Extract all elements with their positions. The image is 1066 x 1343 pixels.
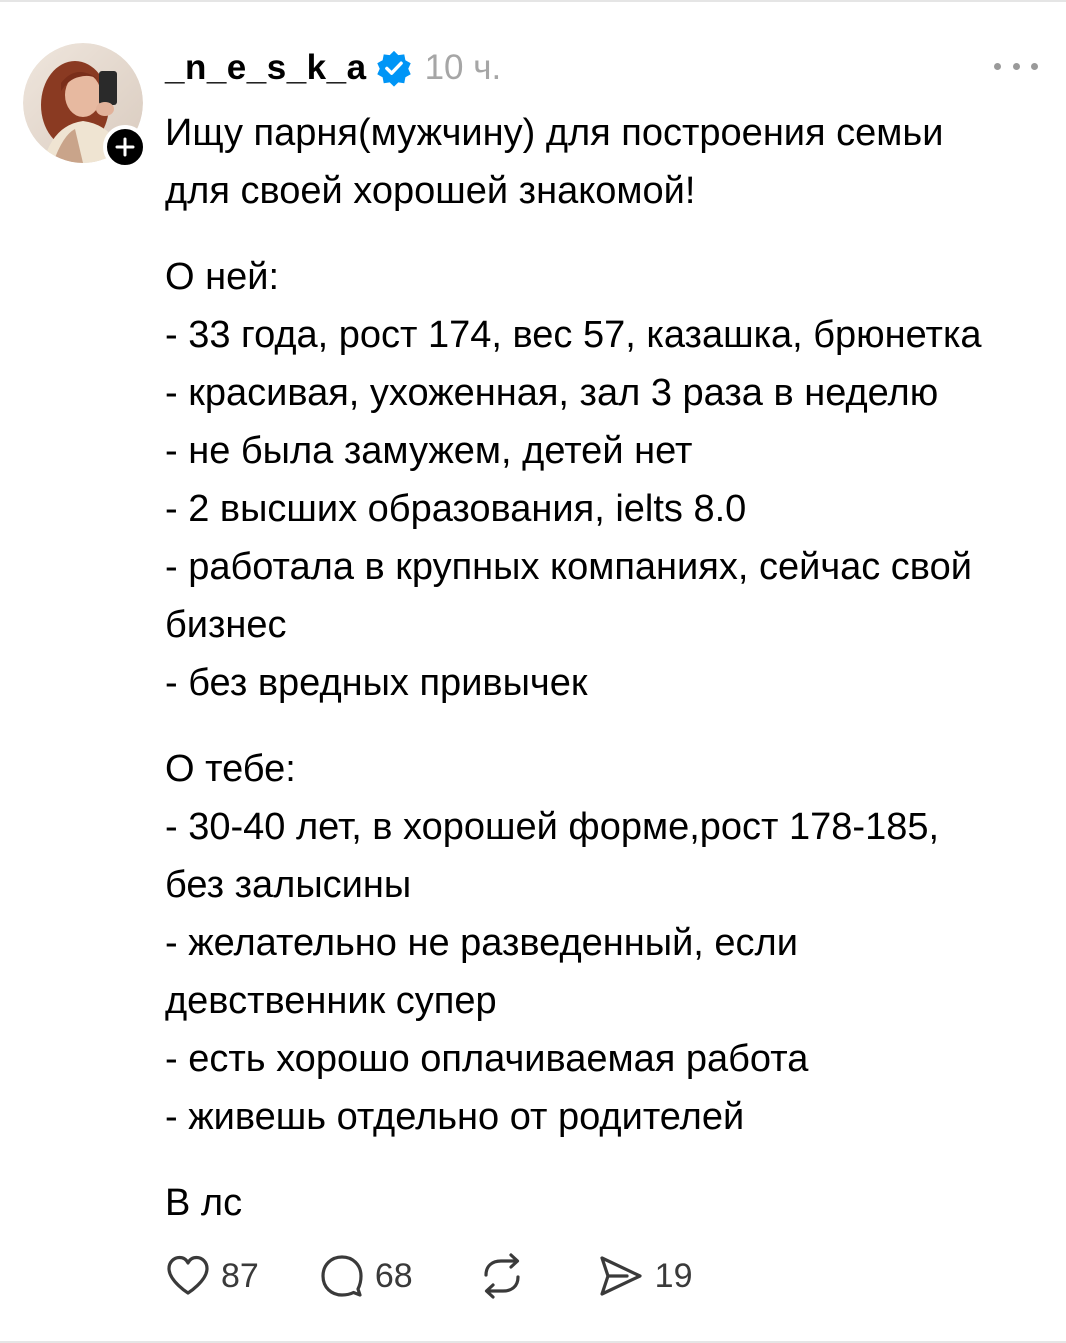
post-text-line: Ищу парня(мужчину) для построения семьи (165, 112, 944, 154)
post-body (165, 104, 1055, 1232)
paragraph-gap (165, 712, 1055, 740)
like-button[interactable] (165, 1253, 259, 1299)
heart-icon (165, 1253, 211, 1299)
post-timestamp: 10 ч. (424, 48, 502, 87)
post-text-line: - есть хорошо оплачиваемая работа (165, 1038, 809, 1080)
repost-button[interactable] (477, 1253, 527, 1299)
avatar-container[interactable] (23, 43, 145, 165)
post-text-line: - без вредных привычек (165, 662, 588, 704)
more-options-button[interactable] (994, 50, 1038, 82)
share-button[interactable] (597, 1253, 693, 1299)
post-actions (165, 1250, 692, 1302)
verified-badge-icon (375, 49, 413, 87)
top-divider (0, 0, 1066, 2)
post-text-line: О тебе: (165, 748, 296, 790)
username[interactable]: _n_e_s_k_a (165, 48, 367, 87)
post-text-line: - 33 года, рост 174, вес 57, казашка, брюнетка (165, 314, 982, 356)
send-icon (597, 1253, 645, 1299)
post-text-line: - не была замужем, детей нет (165, 430, 693, 472)
post-text-line: - желательно не разведенный, если (165, 922, 798, 964)
shares-count: 19 (654, 1256, 693, 1295)
post-text-line: - 30-40 лет, в хорошей форме,рост 178-185, (165, 806, 940, 848)
more-dots-icon (994, 63, 1001, 70)
post-text-line: бизнес (165, 604, 287, 646)
likes-count: 87 (221, 1256, 259, 1295)
post-text-line: - 2 высших образования, ielts 8.0 (165, 488, 747, 530)
comment-bubble-icon (319, 1253, 365, 1299)
post-text-line: О ней: (165, 256, 280, 298)
post-text-line: - работала в крупных компаниях, сейчас свой (165, 546, 972, 588)
post-text-line: В лс (165, 1182, 243, 1224)
post-text-line: без залысины (165, 864, 412, 906)
post-text-line: - живешь отдельно от родителей (165, 1096, 745, 1138)
comments-count: 68 (374, 1256, 413, 1295)
paragraph-gap (165, 1146, 1055, 1174)
post-header (165, 44, 501, 92)
post-text-line: девственник супер (165, 980, 497, 1022)
plus-icon (113, 135, 137, 159)
comment-button[interactable] (319, 1253, 413, 1299)
post-text-line: - красивая, ухоженная, зал 3 раза в неделю (165, 372, 939, 414)
follow-button[interactable] (103, 125, 147, 169)
post-text-line: для своей хорошей знакомой! (165, 170, 696, 212)
repost-icon (477, 1253, 527, 1299)
paragraph-gap (165, 220, 1055, 248)
